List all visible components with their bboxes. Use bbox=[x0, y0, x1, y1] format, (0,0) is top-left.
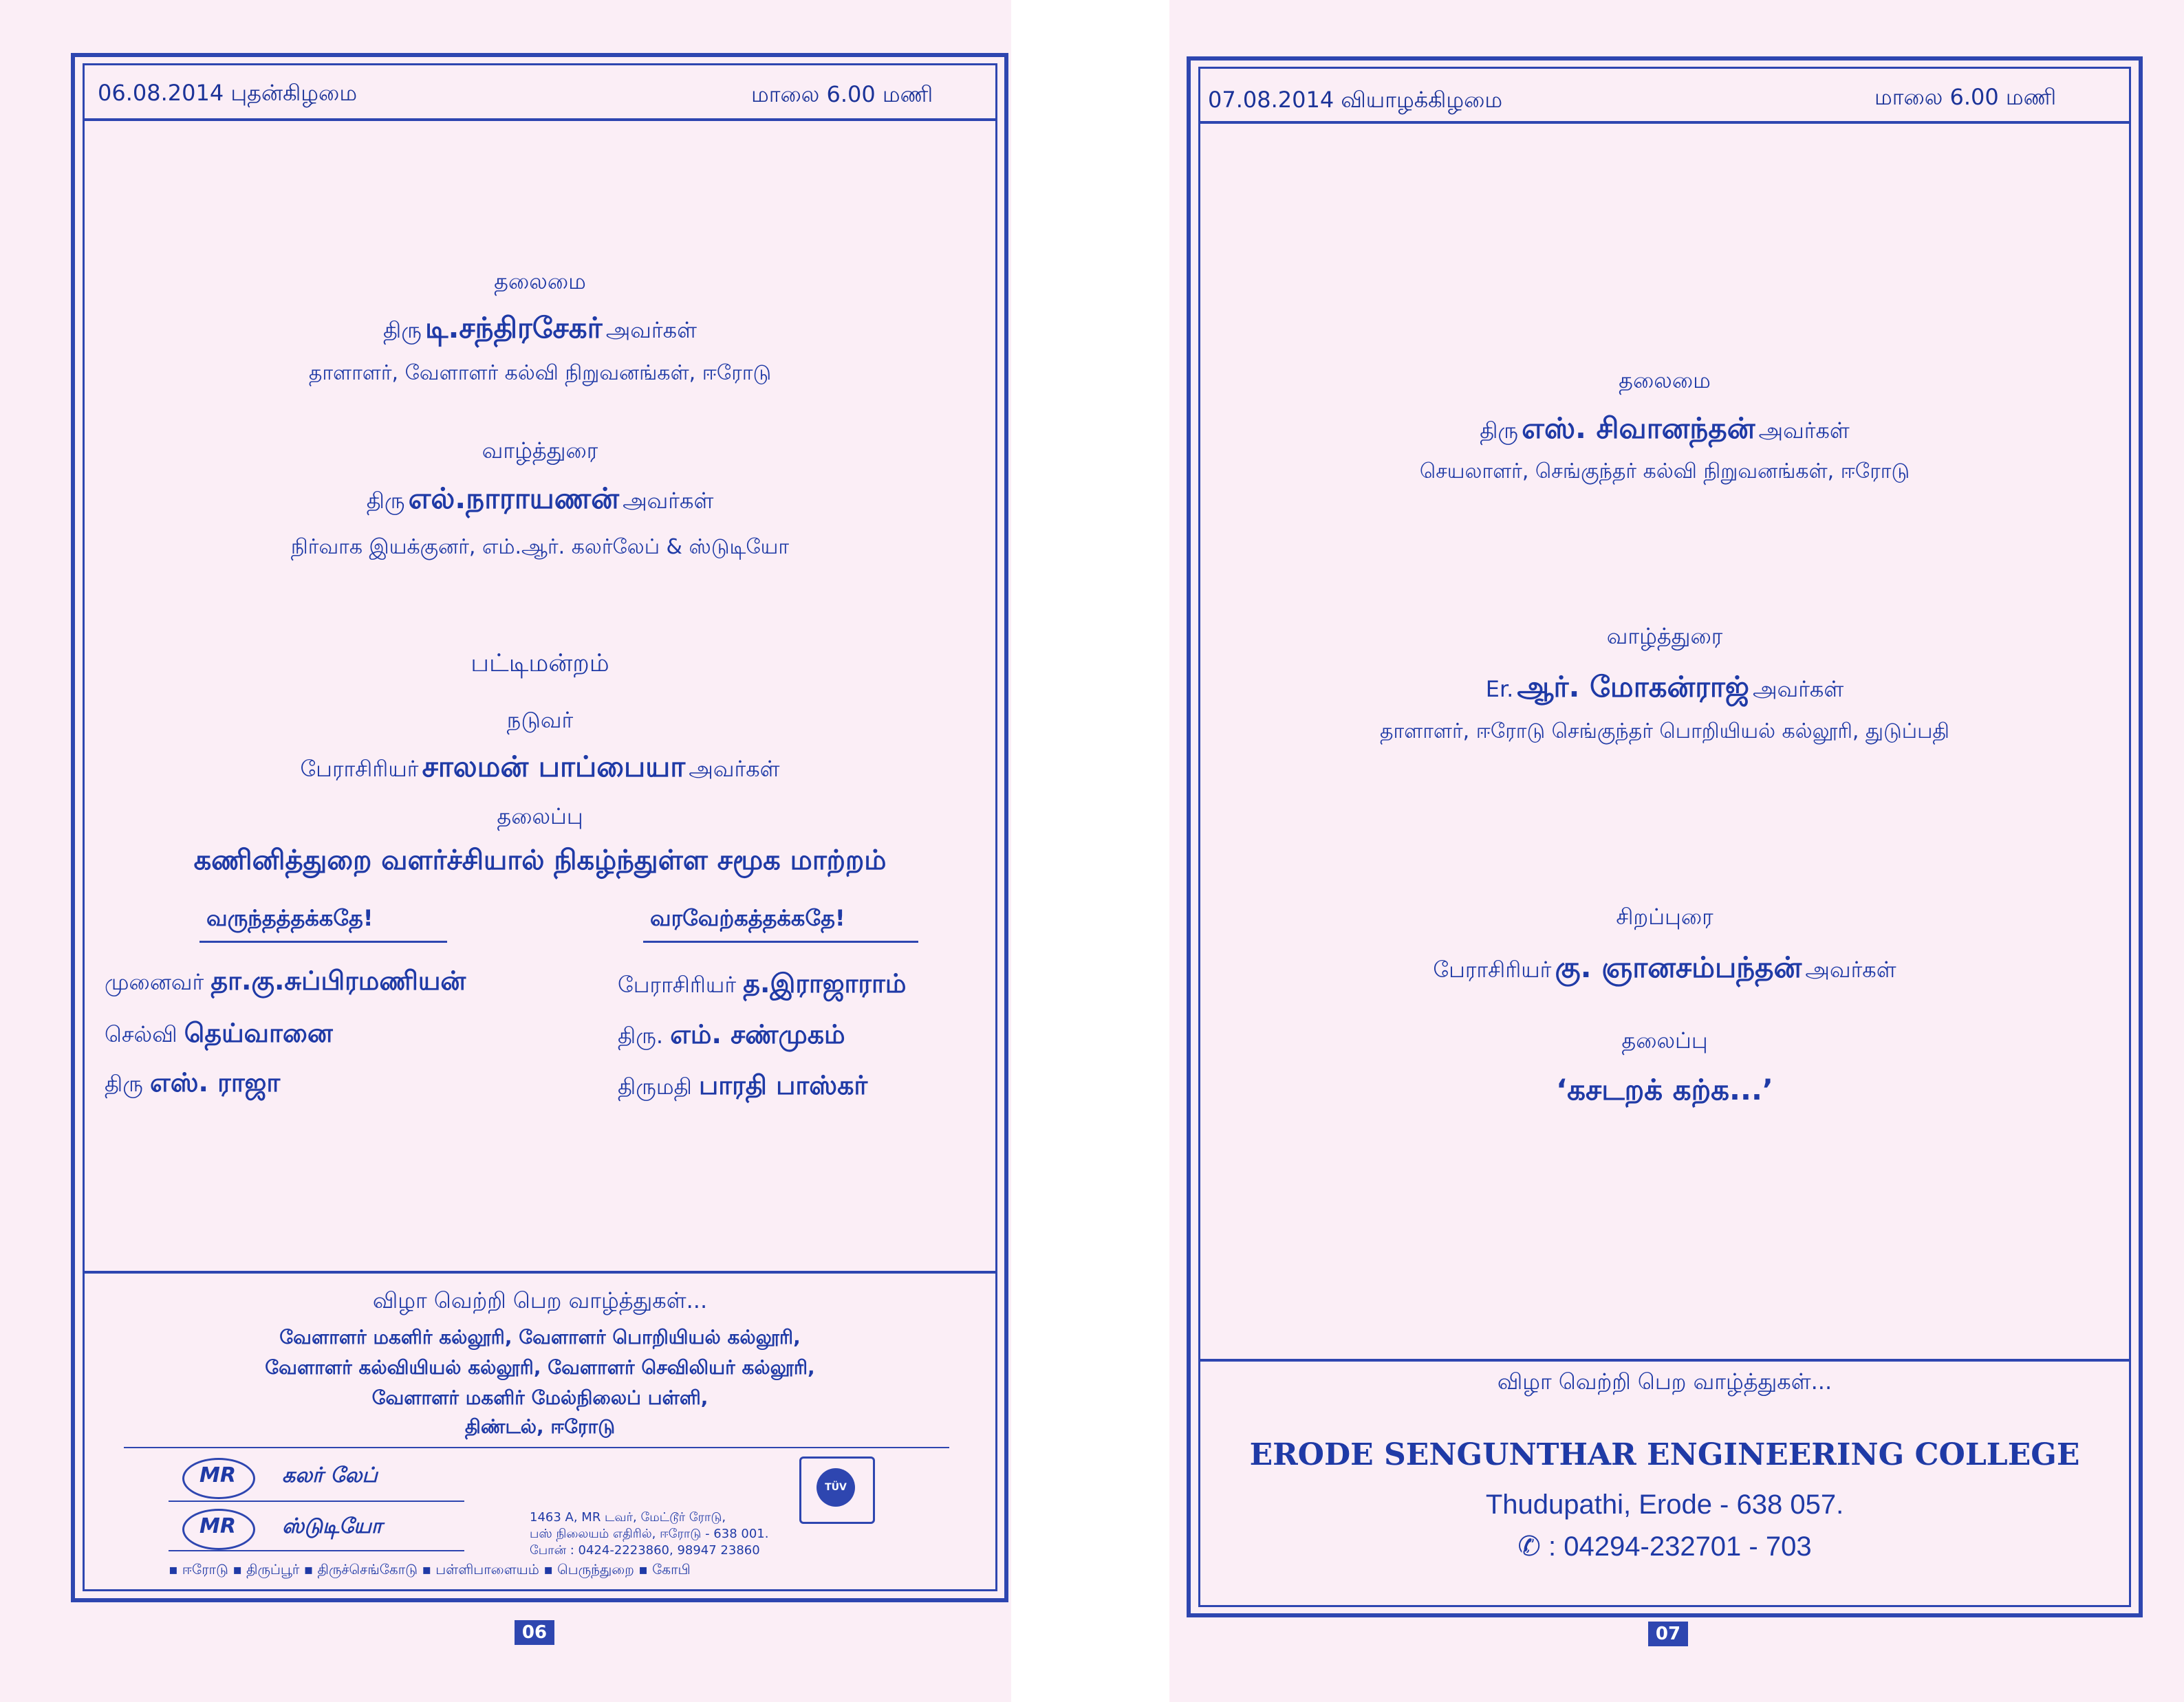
studio-logo-text: ஸ்டுடியோ bbox=[282, 1514, 382, 1538]
speaker-a-3: திரு எஸ். ராஜா bbox=[105, 1067, 281, 1098]
right-date: 07.08.2014 வியாழக்கிழமை bbox=[1208, 87, 1503, 113]
left-footer-divider bbox=[124, 1447, 949, 1448]
colorlab-logo-mark: MR bbox=[199, 1463, 236, 1487]
side-a-heading: வருந்தத்தக்கதே! bbox=[206, 905, 374, 931]
tuv-icon: TÜV bbox=[817, 1468, 855, 1507]
right-greeting-label: வாழ்த்துரை bbox=[1606, 623, 1723, 649]
speaker-a-2: செல்வி தெய்வானை bbox=[105, 1018, 333, 1048]
left-debate-label: பட்டிமன்றம் bbox=[471, 649, 609, 677]
right-greeting-name: ஆர். மோகன்ராஜ் bbox=[1517, 670, 1749, 703]
left-footer-rule bbox=[83, 1271, 997, 1274]
colorlab-logo-text: கலர் லேப் bbox=[282, 1463, 378, 1487]
right-special-name: கு. ஞானசம்பந்தன் bbox=[1555, 950, 1802, 984]
left-presidency-desc: தாளாளர், வேளாளர் கல்வி நிறுவனங்கள், ஈரோடு bbox=[308, 361, 772, 385]
right-presidency-person: திரு எஸ். சிவானந்தன் அவர்கள் bbox=[1480, 411, 1850, 445]
phone-icon: ✆ bbox=[1517, 1531, 1541, 1562]
right-presidency-name: எஸ். சிவானந்தன் bbox=[1522, 411, 1755, 445]
lab-branches: ▪ ஈரோடு ▪ திருப்பூர் ▪ திருச்செங்கோடு ▪ பள்ளிபாளையம் ▪ பெருந்துறை ▪ கோபி bbox=[169, 1561, 691, 1578]
logo-underline-2 bbox=[169, 1550, 464, 1551]
right-page bbox=[1169, 0, 2184, 1702]
left-topic: கணினித்துறை வளர்ச்சியால் நிகழ்ந்துள்ள சமூக மாற்றம் bbox=[193, 844, 887, 876]
right-presidency-label: தலைமை bbox=[1619, 367, 1711, 393]
tuv-certification-badge bbox=[799, 1456, 875, 1524]
left-page-number: 06 bbox=[515, 1620, 554, 1645]
left-footer-line-4: திண்டல், ஈரோடு bbox=[464, 1415, 616, 1438]
right-greeting-person: Er. ஆர். மோகன்ராஜ் அவர்கள் bbox=[1485, 670, 1844, 703]
left-footer-line-1: வேளாளர் மகளிர் கல்லூரி, வேளாளர் பொறியியல் கல்லூரி, bbox=[279, 1326, 801, 1349]
left-judge-name: சாலமன் பாப்பையா bbox=[422, 750, 686, 783]
speaker-b-3: திருமதி பாரதி பாஸ்கர் bbox=[618, 1070, 868, 1100]
speaker-b-1: பேராசிரியர் த.இராஜாராம் bbox=[618, 968, 907, 999]
left-judge-person: பேராசிரியர் சாலமன் பாப்பையா அவர்கள் bbox=[300, 750, 780, 783]
left-greeting-name: எல்.நாராயணன் bbox=[408, 481, 619, 515]
right-topic: ‘கசடறக் கற்க...’ bbox=[1556, 1073, 1773, 1106]
left-date: 06.08.2014 புதன்கிழமை bbox=[98, 80, 358, 106]
lab-address-3: போன் : 0424-2223860, 98947 23860 bbox=[530, 1543, 760, 1558]
left-presidency-person: திரு டி.சந்திரசேகர் அவர்கள் bbox=[383, 311, 697, 345]
lab-address-1: 1463 A, MR டவர், மேட்டூர் ரோடு, bbox=[530, 1510, 726, 1525]
left-time: மாலை 6.00 மணி bbox=[751, 81, 933, 107]
left-greeting-label: வாழ்த்துரை bbox=[482, 437, 598, 463]
right-footer-wish: விழா வெற்றி பெற வாழ்த்துகள்... bbox=[1497, 1368, 1832, 1395]
right-topic-label: தலைப்பு bbox=[1621, 1027, 1708, 1054]
right-footer-rule bbox=[1198, 1359, 2131, 1362]
left-footer-wish: விழா வெற்றி பெற வாழ்த்துகள்... bbox=[372, 1287, 708, 1313]
left-presidency-label: தலைமை bbox=[494, 268, 586, 294]
right-special-person: பேராசிரியர் கு. ஞானசம்பந்தன் அவர்கள் bbox=[1433, 950, 1896, 984]
right-time: மாலை 6.00 மணி bbox=[1874, 84, 2057, 110]
left-judge-label: நடுவர் bbox=[506, 707, 574, 733]
studio-logo-mark: MR bbox=[199, 1514, 236, 1538]
speaker-b-2: திரு. எம். சண்முகம் bbox=[618, 1019, 845, 1049]
left-greeting-person: திரு எல்.நாராயணன் அவர்கள் bbox=[366, 481, 714, 515]
left-greeting-desc: நிர்வாக இயக்குனர், எம்.ஆர். கலர்லேப் & ஸ்டுடியோ bbox=[290, 535, 790, 559]
left-footer-line-2: வேளாளர் கல்வியியல் கல்லூரி, வேளாளர் செவிலியர் கல்லூரி, bbox=[265, 1356, 815, 1379]
right-presidency-desc: செயலாளர், செங்குந்தர் கல்வி நிறுவனங்கள், ஈரோடு bbox=[1419, 459, 1910, 483]
side-a-underline bbox=[199, 941, 447, 943]
left-presidency-name: டி.சந்திரசேகர் bbox=[425, 311, 603, 345]
right-header-rule bbox=[1198, 121, 2131, 124]
left-footer-line-3: வேளாளர் மகளிர் மேல்நிலைப் பள்ளி, bbox=[371, 1386, 709, 1409]
college-phone bbox=[1198, 1531, 2131, 1562]
side-b-heading: வரவேற்கத்தக்கதே! bbox=[650, 905, 845, 931]
phone-number: : 04294-232701 - 703 bbox=[1548, 1531, 1812, 1562]
right-greeting-desc: தாளாளர், ஈரோடு செங்குந்தர் பொறியியல் கல்லூரி, துடுப்பதி bbox=[1379, 719, 1950, 743]
page-gutter bbox=[1011, 0, 1169, 1702]
logo-underline-1 bbox=[169, 1501, 464, 1502]
left-page bbox=[0, 0, 1011, 1702]
college-address: Thudupathi, Erode - 638 057. bbox=[1485, 1490, 1844, 1520]
right-special-label: சிறப்புரை bbox=[1616, 904, 1713, 930]
side-b-underline bbox=[643, 941, 918, 943]
left-header-rule bbox=[83, 118, 997, 121]
speaker-a-1: முனைவர் தா.கு.சுப்பிரமணியன் bbox=[105, 965, 466, 996]
college-name: ERODE SENGUNTHAR ENGINEERING COLLEGE bbox=[1249, 1437, 2080, 1472]
left-topic-label: தலைப்பு bbox=[497, 803, 583, 829]
right-page-number: 07 bbox=[1648, 1622, 1688, 1646]
lab-address-2: பஸ் நிலையம் எதிரில், ஈரோடு - 638 001. bbox=[530, 1527, 769, 1541]
